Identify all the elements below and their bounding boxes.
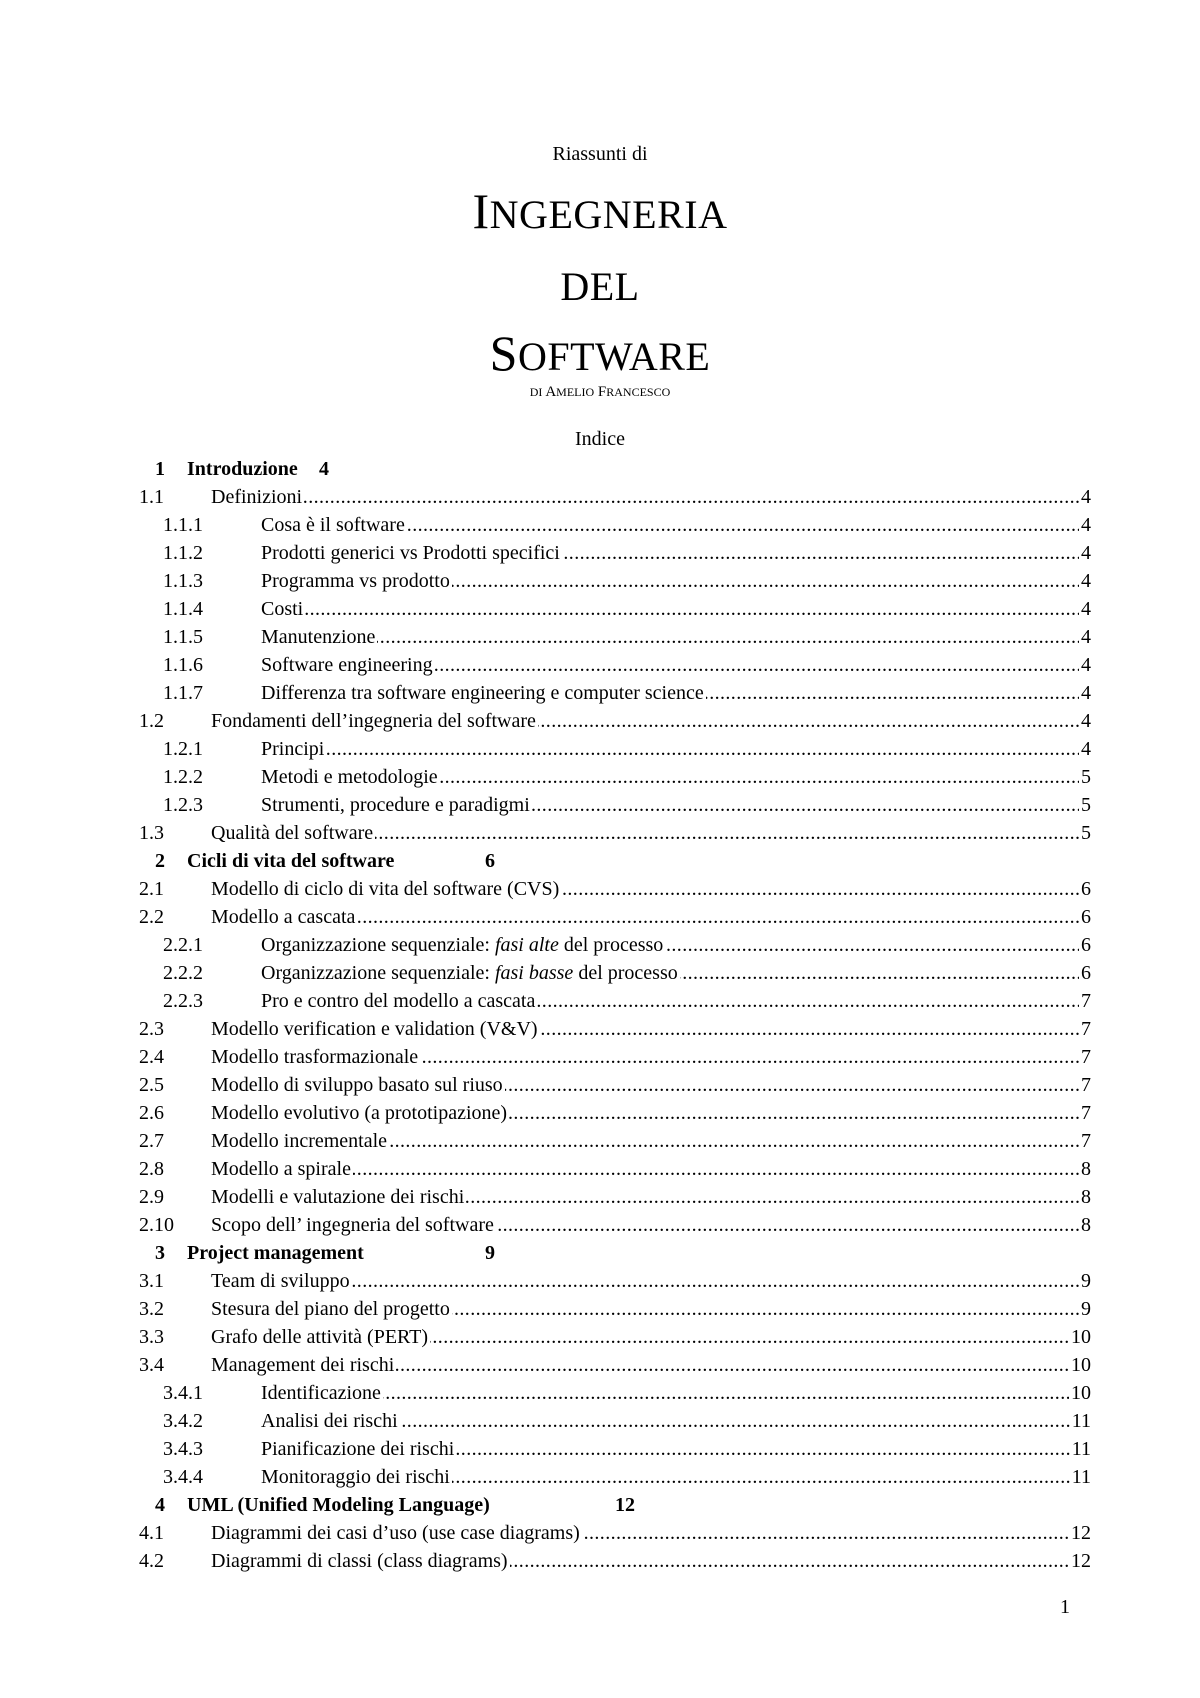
toc-entry-page: 4 (1079, 483, 1091, 511)
toc-entry-row (139, 1407, 1091, 1435)
toc-entry-page: 8 (1079, 1155, 1091, 1183)
toc-entry-leader (211, 1267, 1091, 1295)
toc-entry-row (139, 1519, 1091, 1547)
toc-entry-label: Modello a cascata (211, 906, 356, 928)
toc-entry-leader (211, 1295, 1091, 1323)
toc-entry-label: Modelli e valutazione dei rischi (211, 1186, 465, 1208)
toc-entry-label: Prodotti generici vs Prodotti specifici (261, 542, 560, 564)
toc-entry-page: 5 (1079, 819, 1091, 847)
toc-entry-label: Differenza tra software engineering e computer science (261, 682, 704, 704)
toc-entry-label: Management dei rischi (211, 1354, 395, 1376)
toc-entry-label: Modello di sviluppo basato sul riuso (211, 1074, 503, 1096)
toc-entry-label: Scopo dell’ ingegneria del software (211, 1214, 494, 1236)
toc-chapter-page: 4 (319, 458, 329, 480)
toc-entry-label: Strumenti, procedure e paradigmi (261, 794, 530, 816)
toc-entry-label: Modello evolutivo (a prototipazione) (211, 1102, 508, 1124)
toc-entry-page: 4 (1079, 679, 1091, 707)
title-line-3: SOFTWARE (489, 325, 711, 381)
toc-entry-number: 1.1.4 (163, 598, 203, 620)
toc-entry-label (261, 934, 665, 956)
toc-entry-row (139, 791, 1091, 819)
toc-chapter-number: 2 (155, 850, 165, 872)
toc-entry-row (139, 1379, 1091, 1407)
toc-entry-row (139, 875, 1091, 903)
toc-entry-page: 6 (1079, 931, 1091, 959)
toc-chapter-row (139, 1239, 1091, 1267)
toc-entry-row (139, 595, 1091, 623)
toc-entry-leader (211, 1519, 1091, 1547)
toc-entry-leader (211, 707, 1091, 735)
toc-entry-page: 4 (1079, 567, 1091, 595)
toc-entry-leader (211, 819, 1091, 847)
toc-entry-number: 1.1.3 (163, 570, 203, 592)
toc-entry-number: 3.4.2 (163, 1410, 203, 1432)
toc-title: Indice (575, 428, 625, 450)
toc-entry-leader (261, 791, 1091, 819)
toc-entry-leader (261, 735, 1091, 763)
toc-entry-label: Qualità del software (211, 822, 374, 844)
toc-entry-page: 11 (1070, 1407, 1091, 1435)
toc-entry-page: 4 (1079, 623, 1091, 651)
author-line: DI AMELIO FRANCESCO (529, 384, 671, 400)
toc-entry-leader (211, 1183, 1091, 1211)
toc-entry-label-part: Organizzazione sequenziale: (261, 934, 495, 956)
toc-entry-page: 10 (1069, 1351, 1091, 1379)
toc-entry-label: Modello trasformazionale (211, 1046, 419, 1068)
toc-entry-label: Pianificazione dei rischi (261, 1438, 455, 1460)
toc-entry-label-part: Organizzazione sequenziale: (261, 962, 495, 984)
toc-chapter-number: 3 (155, 1242, 165, 1264)
toc-entry-row (139, 931, 1091, 959)
toc-entry-page: 7 (1079, 987, 1091, 1015)
toc-entry-number: 2.8 (139, 1158, 164, 1180)
toc-entry-leader (211, 1323, 1091, 1351)
toc-entry-page: 7 (1079, 1071, 1091, 1099)
toc-entry-label: Grafo delle attività (PERT) (211, 1326, 429, 1348)
toc-entry-label: Metodi e metodologie (261, 766, 438, 788)
toc-entry-row (139, 651, 1091, 679)
toc-entry-leader (211, 1211, 1091, 1239)
toc-entry-page: 6 (1079, 959, 1091, 987)
toc-chapter-number: 4 (155, 1494, 165, 1516)
toc-entry-row (139, 903, 1091, 931)
toc-entry-label: Identificazione (261, 1382, 381, 1404)
toc-entry-page: 4 (1079, 539, 1091, 567)
toc-chapter-number: 1 (155, 458, 165, 480)
toc-entry-leader (211, 1351, 1091, 1379)
toc-chapter-row (139, 1491, 1091, 1519)
toc-entry-number: 2.7 (139, 1130, 164, 1152)
toc-entry-label: Fondamenti dell’ingegneria del software (211, 710, 536, 732)
toc-entry-number: 2.5 (139, 1074, 164, 1096)
toc-entry-number: 1.3 (139, 822, 164, 844)
toc-entry-row (139, 1351, 1091, 1379)
toc-entry-leader (211, 483, 1091, 511)
toc-entry-page: 4 (1079, 595, 1091, 623)
toc-entry-label: Team di sviluppo (211, 1270, 350, 1292)
toc-entry-label: Costi (261, 598, 304, 620)
toc-entry-row (139, 1015, 1091, 1043)
toc-entry-row (139, 1435, 1091, 1463)
toc-entry-row (139, 1155, 1091, 1183)
toc-entry-number: 1.1.1 (163, 514, 203, 536)
toc-entry-leader (261, 931, 1091, 959)
toc-entry-number: 1.2 (139, 710, 164, 732)
toc-chapter-label: UML (Unified Modeling Language) (187, 1494, 490, 1516)
toc-entry-number: 3.4.4 (163, 1466, 203, 1488)
toc-entry-number: 1.2.1 (163, 738, 203, 760)
toc-entry-page: 7 (1079, 1015, 1091, 1043)
toc-entry-row (139, 959, 1091, 987)
toc-entry-page: 9 (1079, 1295, 1091, 1323)
toc-entry-page: 12 (1069, 1547, 1091, 1575)
toc-entry-page: 4 (1079, 735, 1091, 763)
toc-entry-row (139, 567, 1091, 595)
toc-entry-row (139, 539, 1091, 567)
toc-entry-leader (211, 875, 1091, 903)
toc-entry-row (139, 1323, 1091, 1351)
toc-entry-number: 2.9 (139, 1186, 164, 1208)
toc-entry-label: Analisi dei rischi (261, 1410, 398, 1432)
toc-entry-number: 2.10 (139, 1214, 174, 1236)
toc-entry-label-emphasis: fasi alte (494, 934, 559, 956)
toc-chapter-page: 9 (485, 1242, 495, 1264)
toc-entry-label: Diagrammi di classi (class diagrams) (211, 1550, 508, 1572)
toc-entry-leader (261, 763, 1091, 791)
toc-entry-page: 4 (1079, 707, 1091, 735)
toc-entry-page: 6 (1079, 903, 1091, 931)
page-number: 1 (1060, 1596, 1070, 1618)
toc-entry-page: 10 (1069, 1379, 1091, 1407)
toc-entry-label-emphasis: fasi basse (494, 962, 574, 984)
toc-chapter-page: 6 (485, 850, 495, 872)
toc-entry-row (139, 1099, 1091, 1127)
toc-entry-leader (211, 903, 1091, 931)
toc-entry-row (139, 483, 1091, 511)
title-line-1: INGEGNERIA (472, 183, 728, 239)
toc-entry-number: 1.2.2 (163, 766, 203, 788)
toc-entry-row (139, 707, 1091, 735)
toc-entry-label: Definizioni (211, 486, 303, 508)
toc-entry-number: 1.1 (139, 486, 164, 508)
toc-entry-label: Monitoraggio dei rischi (261, 1466, 450, 1488)
toc-entry-page: 4 (1079, 651, 1091, 679)
toc-entry-page: 7 (1079, 1127, 1091, 1155)
toc-entry-label (261, 962, 680, 984)
toc-entry-leader (261, 1407, 1091, 1435)
toc-entry-label: Manutenzione (261, 626, 376, 648)
toc-entry-number: 2.6 (139, 1102, 164, 1124)
toc-entry-row (139, 735, 1091, 763)
toc-entry-leader (211, 1043, 1091, 1071)
table-of-contents (139, 455, 1091, 1575)
toc-entry-label: Modello verification e validation (V&V) (211, 1018, 538, 1040)
toc-entry-page: 6 (1079, 875, 1091, 903)
toc-entry-number: 3.4.1 (163, 1382, 203, 1404)
toc-entry-number: 2.1 (139, 878, 164, 900)
toc-entry-row (139, 623, 1091, 651)
toc-entry-row (139, 1463, 1091, 1491)
toc-entry-page: 11 (1070, 1463, 1091, 1491)
pre-title: Riassunti di (552, 143, 648, 165)
toc-entry-leader (261, 1379, 1091, 1407)
toc-chapter-label: Introduzione (187, 458, 298, 480)
toc-entry-leader (211, 1155, 1091, 1183)
toc-entry-row (139, 819, 1091, 847)
toc-chapter-page: 12 (615, 1494, 635, 1516)
toc-entry-number: 2.2.1 (163, 934, 203, 956)
toc-entry-row (139, 511, 1091, 539)
toc-entry-label: Programma vs prodotto (261, 570, 450, 592)
toc-entry-label: Cosa è il software (261, 514, 405, 536)
toc-entry-leader (261, 567, 1091, 595)
toc-entry-page: 12 (1069, 1519, 1091, 1547)
toc-entry-page: 8 (1079, 1183, 1091, 1211)
toc-entry-label: Pro e contro del modello a cascata (261, 990, 536, 1012)
toc-entry-leader (211, 1099, 1091, 1127)
toc-entry-leader (261, 623, 1091, 651)
toc-entry-number: 3.4.3 (163, 1438, 203, 1460)
toc-entry-number: 1.1.2 (163, 542, 203, 564)
toc-entry-number: 3.2 (139, 1298, 164, 1320)
toc-entry-leader (211, 1547, 1091, 1575)
toc-entry-label: Modello incrementale (211, 1130, 388, 1152)
toc-entry-page: 7 (1079, 1043, 1091, 1071)
toc-entry-leader (261, 959, 1091, 987)
toc-entry-number: 3.4 (139, 1354, 164, 1376)
toc-entry-leader (261, 595, 1091, 623)
toc-entry-label: Stesura del piano del progetto (211, 1298, 450, 1320)
toc-chapter-row (139, 847, 1091, 875)
toc-entry-number: 1.2.3 (163, 794, 203, 816)
toc-entry-number: 2.3 (139, 1018, 164, 1040)
toc-entry-leader (261, 511, 1091, 539)
toc-entry-row (139, 679, 1091, 707)
toc-entry-row (139, 1211, 1091, 1239)
toc-entry-leader (261, 679, 1091, 707)
toc-entry-row (139, 1043, 1091, 1071)
toc-entry-page: 9 (1079, 1267, 1091, 1295)
toc-entry-page: 5 (1079, 791, 1091, 819)
toc-entry-row (139, 1183, 1091, 1211)
toc-entry-number: 4.2 (139, 1550, 164, 1572)
toc-entry-leader (261, 1435, 1091, 1463)
toc-entry-number: 2.2.3 (163, 990, 203, 1012)
toc-entry-number: 1.1.7 (163, 682, 203, 704)
toc-entry-number: 3.3 (139, 1326, 164, 1348)
toc-entry-page: 4 (1079, 511, 1091, 539)
toc-entry-number: 4.1 (139, 1522, 164, 1544)
toc-entry-number: 1.1.6 (163, 654, 203, 676)
toc-entry-number: 3.1 (139, 1270, 164, 1292)
toc-entry-row (139, 1127, 1091, 1155)
toc-entry-number: 2.4 (139, 1046, 164, 1068)
toc-entry-page: 8 (1079, 1211, 1091, 1239)
toc-chapter-label: Project management (187, 1242, 364, 1264)
toc-entry-leader (261, 987, 1091, 1015)
title-line-2: DEL (560, 264, 640, 309)
toc-entry-row (139, 1295, 1091, 1323)
toc-entry-row (139, 1547, 1091, 1575)
toc-entry-page: 11 (1070, 1435, 1091, 1463)
toc-entry-leader (261, 1463, 1091, 1491)
toc-chapter-row (139, 455, 1091, 483)
toc-entry-leader (261, 539, 1091, 567)
toc-entry-leader (261, 651, 1091, 679)
toc-entry-row (139, 1071, 1091, 1099)
toc-entry-row (139, 987, 1091, 1015)
toc-entry-label: Software engineering (261, 654, 433, 676)
toc-entry-row (139, 763, 1091, 791)
toc-entry-number: 2.2.2 (163, 962, 203, 984)
toc-entry-label: Principi (261, 738, 325, 760)
toc-entry-page: 7 (1079, 1099, 1091, 1127)
toc-entry-leader (211, 1127, 1091, 1155)
toc-chapter-label: Cicli di vita del software (187, 850, 395, 872)
toc-entry-number: 2.2 (139, 906, 164, 928)
toc-entry-label: Diagrammi dei casi d’uso (use case diagrams) (211, 1522, 580, 1544)
toc-entry-row (139, 1267, 1091, 1295)
toc-entry-label-part: del processo (558, 934, 664, 956)
toc-entry-label: Modello di ciclo di vita del software (CVS) (211, 878, 560, 900)
toc-entry-label-part: del processo (573, 962, 678, 984)
toc-entry-number: 1.1.5 (163, 626, 203, 648)
toc-entry-leader (211, 1071, 1091, 1099)
toc-entry-leader (211, 1015, 1091, 1043)
toc-entry-page: 10 (1069, 1323, 1091, 1351)
toc-entry-page: 5 (1079, 763, 1091, 791)
toc-entry-label: Modello a spirale (211, 1158, 351, 1180)
